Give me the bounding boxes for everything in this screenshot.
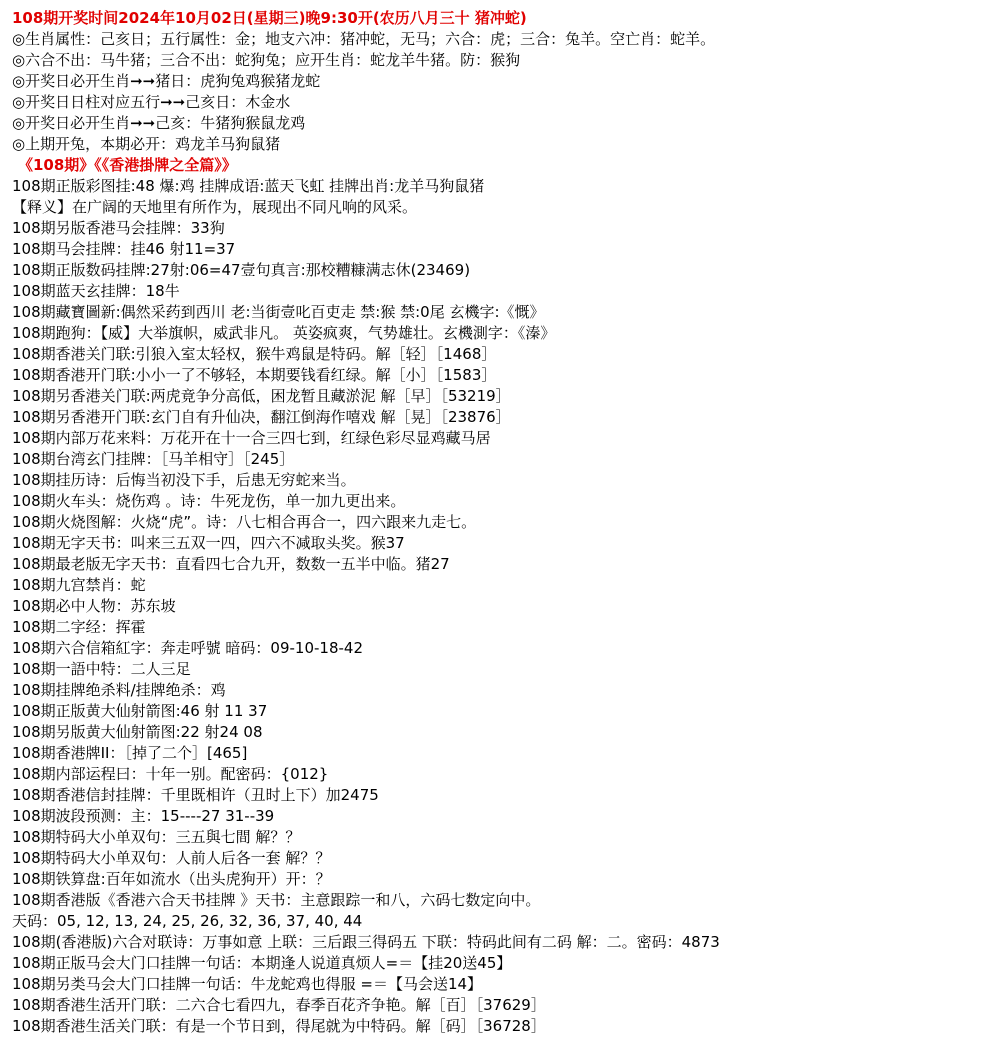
- text-line: 108期香港信封挂牌：千里既相许（丑时上下）加2475: [12, 786, 379, 804]
- text-line: 108期跑狗：【威】大举旗帜，威武非凡。 英姿疯爽，气势雄壮。玄機測字：《溱》: [12, 324, 556, 342]
- section-title: 《108期》《《香港掛牌之全篇》》: [18, 156, 237, 174]
- text-line: 108期香港牌II：［掉了二个］[465]: [12, 744, 248, 762]
- text-line: 天码：05, 12, 13, 24, 25, 26, 32, 36, 37, 40, 44: [12, 912, 363, 930]
- text-line: 108期特码大小单双句：三五與七間 解？？: [12, 828, 301, 846]
- text-line: 108期六合信箱紅字：奔走呼號 暗码：09-10-18-42: [12, 639, 363, 657]
- text-line: 108期九宫禁肖：蛇: [12, 576, 146, 594]
- draw-date-heading: 108期开奖时间2024年10月02日(星期三)晚9:30开(农历八月三十 猪冲蛇): [12, 9, 527, 27]
- text-line: 108期台湾玄门挂牌：［马羊相守］［245］: [12, 450, 295, 468]
- text-line: 108期最老版无字天书：直看四七合九开，数数一五半中临。猪27: [12, 555, 450, 573]
- text-line: 108期一語中特：二人三足: [12, 660, 191, 678]
- text-line: 【释义】在广阔的天地里有所作为，展现出不同凡响的风采。: [12, 198, 418, 216]
- text-line: 108期特码大小单双句：人前人后各一套 解？？: [12, 849, 331, 867]
- text-line: 108期香港开门联:小小一了不够轻，本期要钱看红绿。解［小］［1583］: [12, 366, 497, 384]
- text-line: 108期另版香港马会挂牌：33狗: [12, 219, 225, 237]
- zodiac-attributes-line: ◎生肖属性：己亥日；五行属性：金；地支六冲：猪冲蛇，无马；六合：虎；三合：兔羊。空亡肖：蛇羊。: [12, 30, 716, 48]
- text-line: 108期波段预测：主：15----27 31--39: [12, 807, 275, 825]
- text-line: 108期正版彩图挂:48 爆:鸡 挂牌成语:蓝天飞虹 挂牌出肖:龙羊马狗鼠猪: [12, 177, 485, 195]
- text-line: 108期香港生活关门联：有是一个节日到，得尾就为中特码。解［码］［36728］: [12, 1017, 546, 1035]
- text-line: 108期正版黄大仙射箭图:46 射 11 37: [12, 702, 268, 720]
- text-line: 108期内部万花来料：万花开在十一合三四七到，红绿色彩尽显鸡藏马居: [12, 429, 491, 447]
- text-line: 108期正版数码挂牌:27射:06=47壹句真言:那校糟糠满志休(23469): [12, 261, 471, 279]
- text-line: 108期另类马会大门口挂牌一句话：牛龙蛇鸡也得服 =＝【马会送14】: [12, 975, 483, 993]
- text-line: 108期正版马会大门口挂牌一句话：本期逢人说道真烦人=＝【挂20送45】: [12, 954, 512, 972]
- text-line: 108期香港版《香港六合天书挂牌 》天书：主意跟踪一和八，六码七数定向中。: [12, 891, 541, 909]
- text-line: 108期(香港版)六合对联诗：万事如意 上联：三后跟三得码五 下联：特码此间有二码 解：二。密码：4873: [12, 933, 720, 951]
- text-line: 108期香港关门联:引狼入室太轻权，猴牛鸡鼠是特码。解［轻］［1468］: [12, 345, 497, 363]
- must-open-zodiac-line: ◎开奖日必开生肖➞➞猪日：虎狗兔鸡猴猪龙蛇: [12, 72, 321, 90]
- text-line: 108期火烧图解：火烧“虎”。诗：八七相合再合一，四六跟来九走七。: [12, 513, 477, 531]
- text-line: 108期二字经：挥霍: [12, 618, 146, 636]
- previous-draw-line: ◎上期开兔，本期必开：鸡龙羊马狗鼠猪: [12, 135, 281, 153]
- text-line: 108期藏寶圖新:偶然采药到西川 老:当街壹叱百吏走 禁:猴 禁:0尾 玄機字:《慨》: [12, 303, 545, 321]
- text-line: 108期挂历诗：后悔当初没下手，后患无穷蛇来当。: [12, 471, 356, 489]
- text-line: 108期香港生活开门联：二六合七看四九，春季百花齐争艳。解［百］［37629］: [12, 996, 546, 1014]
- text-line: 108期另香港关门联:两虎竟争分高低，困龙暂且藏淤泥 解［早］［53219］: [12, 387, 511, 405]
- text-line: 108期内部运程曰：十年一别。配密码：{012}: [12, 765, 329, 783]
- text-line: 108期马会挂牌：挂46 射11=37: [12, 240, 236, 258]
- day-pillar-elements-line: ◎开奖日日柱对应五行➞➞己亥日：木金水: [12, 93, 291, 111]
- text-line: 108期火车头：烧伤鸡 。诗：牛死龙伤，单一加九更出来。: [12, 492, 406, 510]
- text-line: 108期铁算盘:百年如流水（出头虎狗开）开：？: [12, 870, 331, 888]
- must-open-zodiac-line-2: ◎开奖日必开生肖➞➞己亥：牛猪狗猴鼠龙鸡: [12, 114, 306, 132]
- six-harmony-line: ◎六合不出：马牛猪；三合不出：蛇狗兔；应开生肖：蛇龙羊牛猪。防：猴狗: [12, 51, 521, 69]
- text-line: 108期挂牌绝杀料/挂牌绝杀：鸡: [12, 681, 226, 699]
- text-line: 108期另香港开门联:玄门自有升仙决，翻江倒海作嘻戏 解［晃］［23876］: [12, 408, 511, 426]
- text-line: 108期另版黄大仙射箭图:22 射24 08: [12, 723, 263, 741]
- text-line: 108期无字天书：叫来三五双一四，四六不减取头奖。猴37: [12, 534, 405, 552]
- text-line: 108期蓝天玄挂牌：18牛: [12, 282, 180, 300]
- text-line: 108期必中人物：苏东坡: [12, 597, 176, 615]
